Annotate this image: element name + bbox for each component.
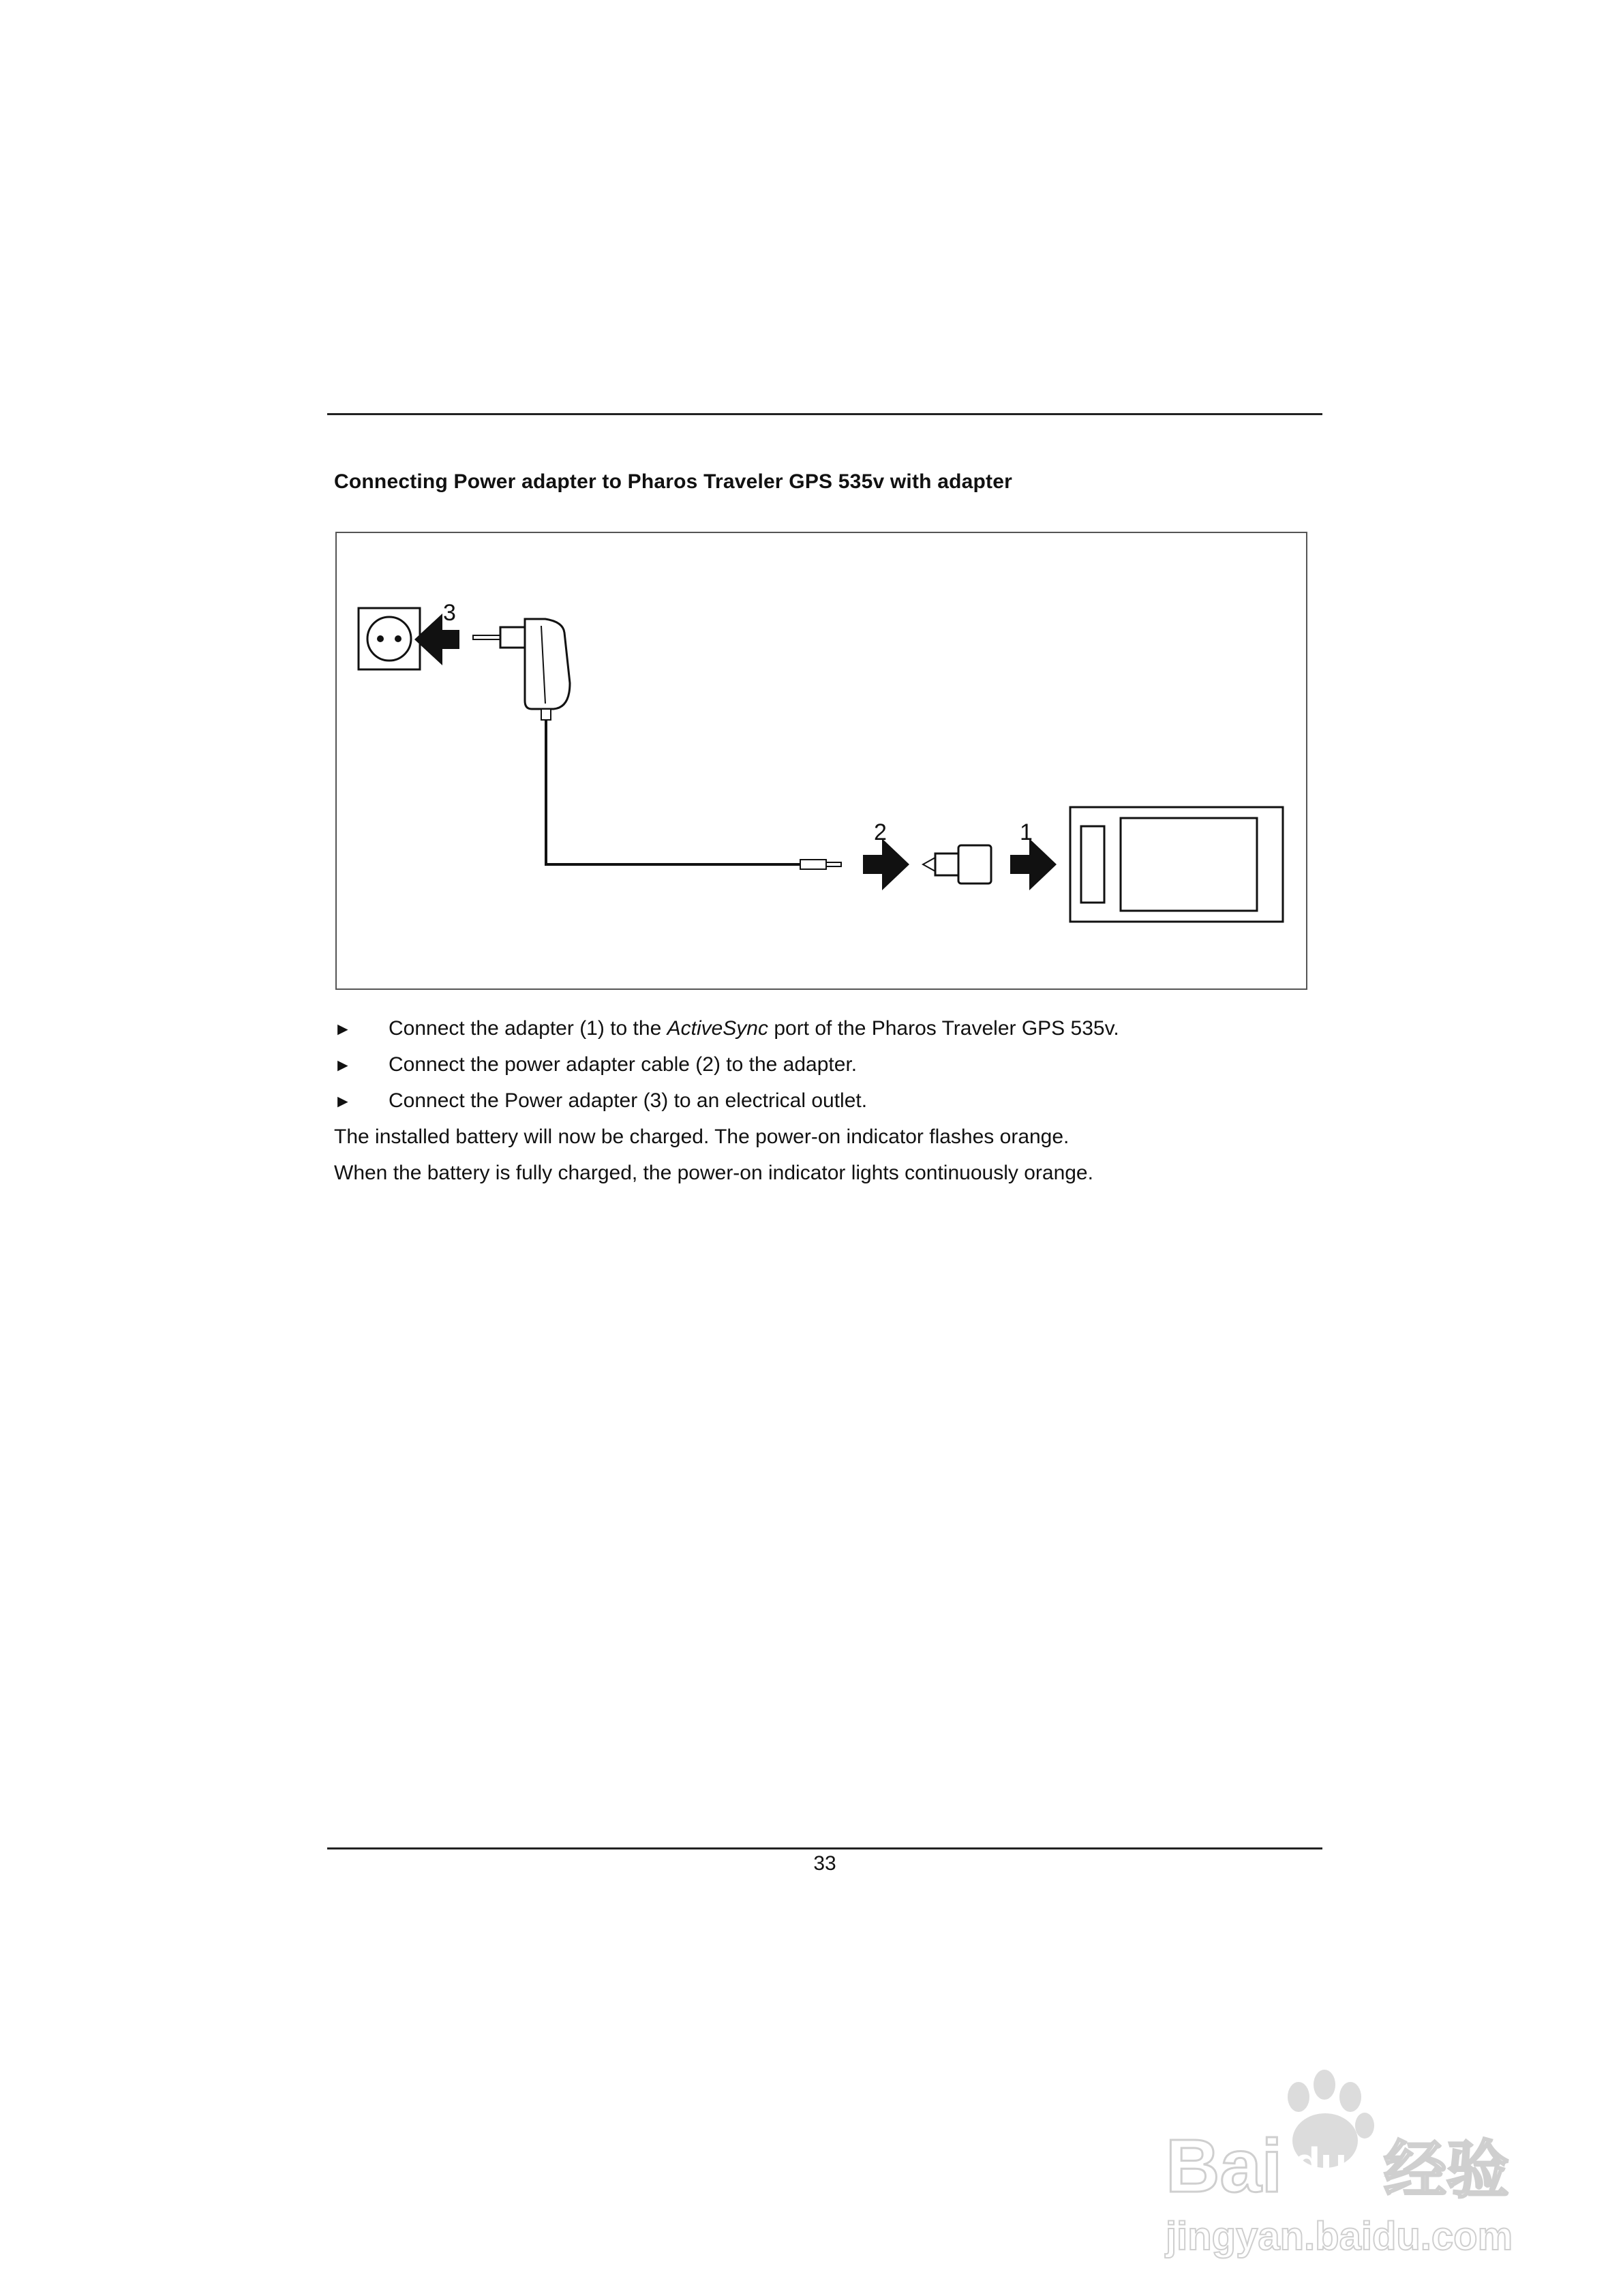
baidu-watermark xyxy=(1152,2052,1561,2270)
bullet-arrow-icon: ► xyxy=(334,1055,352,1075)
step-text: port of the Pharos Traveler GPS 535v. xyxy=(768,1017,1119,1040)
page-number: 33 xyxy=(813,1852,836,1875)
callout-2: 2 xyxy=(874,819,887,845)
step-text: Connect the power adapter cable (2) to the adapter. xyxy=(389,1053,858,1076)
header-rule xyxy=(327,413,1322,415)
power-cable xyxy=(546,720,800,864)
callout-1: 1 xyxy=(1020,819,1033,845)
step-text: Connect the Power adapter (3) to an electrical outlet. xyxy=(389,1089,868,1112)
watermark-brand-suffix: du xyxy=(1294,2139,1348,2188)
paragraph-charging: The installed battery will now be charged. The power-on indicator flashes orange. xyxy=(334,1126,1070,1148)
instruction-step-3 xyxy=(334,1083,1302,1119)
bullet-arrow-icon: ► xyxy=(334,1091,352,1111)
watermark-url: jingyan.baidu.com xyxy=(1166,2214,1513,2259)
callout-3: 3 xyxy=(443,600,456,626)
cable-plug xyxy=(800,860,841,869)
gps-device xyxy=(1070,807,1283,922)
paragraph-fully-charged: When the battery is fully charged, the power-on indicator lights continuously orange. xyxy=(334,1162,1093,1184)
bullet-arrow-icon: ► xyxy=(334,1018,352,1039)
watermark-service: 经验 xyxy=(1384,2136,1510,2205)
section-heading: Connecting Power adapter to Pharos Traveler GPS 535v with adapter xyxy=(334,470,1012,493)
connection-diagram xyxy=(335,532,1307,990)
wall-outlet xyxy=(359,608,420,669)
instruction-step-1 xyxy=(334,1010,1302,1046)
step-text: Connect the adapter (1) to the xyxy=(389,1017,667,1040)
instruction-step-2 xyxy=(334,1046,1302,1083)
watermark-brand: Bai xyxy=(1166,2124,1283,2208)
arrow-2-icon xyxy=(863,839,909,890)
instructions-block xyxy=(334,1010,1302,1191)
arrow-1-icon xyxy=(1010,839,1057,890)
activesync-term: ActiveSync xyxy=(667,1017,768,1040)
activesync-adapter xyxy=(923,845,991,883)
power-adapter xyxy=(473,619,570,720)
